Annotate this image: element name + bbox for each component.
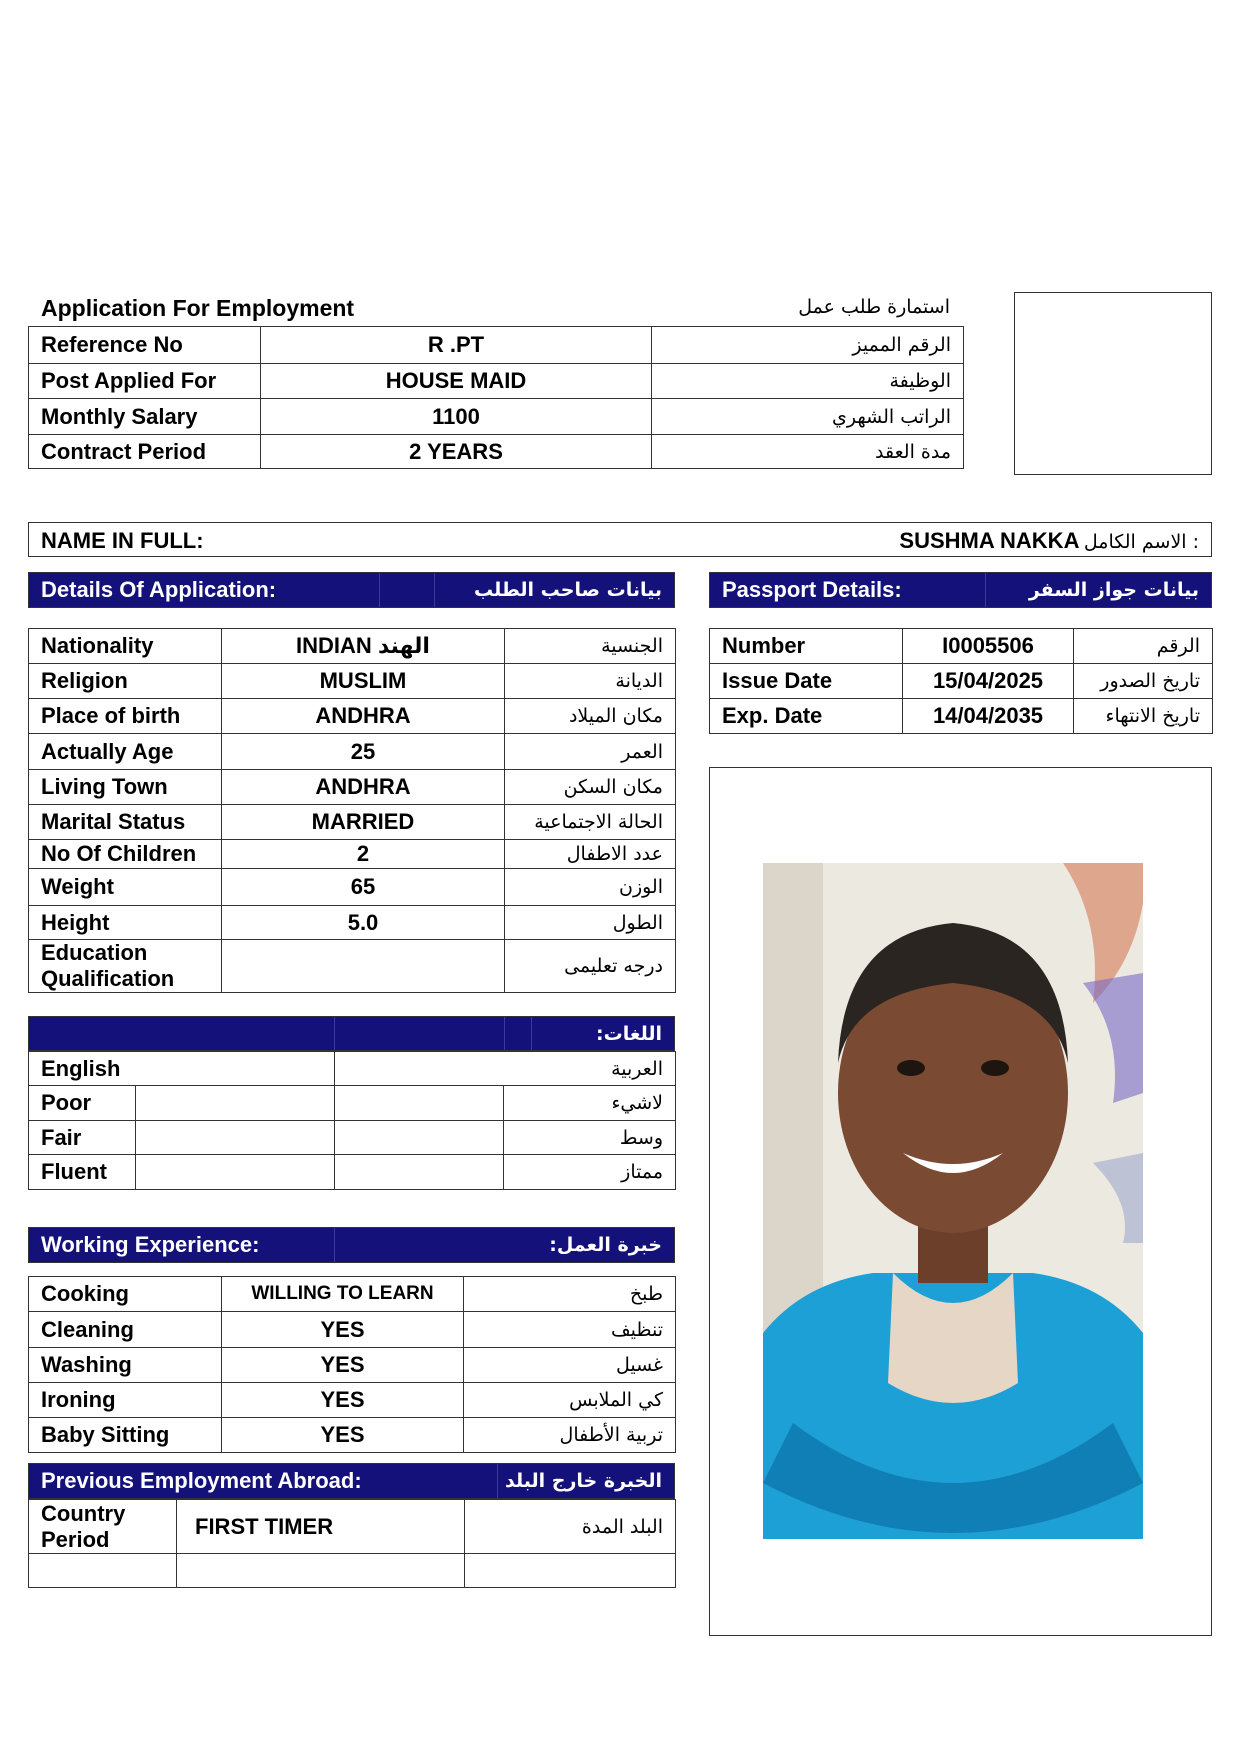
- arabic-label: العربية: [335, 1052, 676, 1086]
- top-table: [28, 326, 964, 469]
- babysitting-label-arabic: تربية الأطفال: [464, 1418, 676, 1453]
- nationality-label: Nationality: [29, 629, 222, 664]
- table-row: [29, 1383, 676, 1418]
- full-name-value: SUSHMA NAKKA: [899, 528, 1080, 553]
- experience-table: [28, 1276, 676, 1453]
- issue-date-label: Issue Date: [710, 664, 903, 699]
- cleaning-label-arabic: تنظيف: [464, 1312, 676, 1348]
- fluent-label: Fluent: [29, 1155, 136, 1190]
- poor-label: Poor: [29, 1086, 136, 1121]
- table-row: [29, 1500, 676, 1554]
- table-row: [29, 1121, 676, 1155]
- children-label: No Of Children: [29, 840, 222, 869]
- table-row: [29, 840, 676, 869]
- salary-value: 1100: [261, 399, 652, 435]
- babysitting-label: Baby Sitting: [29, 1418, 222, 1453]
- previous-value: FIRST TIMER: [177, 1500, 465, 1554]
- table-row: [29, 1086, 676, 1121]
- washing-value: YES: [222, 1348, 464, 1383]
- table-row: [29, 1155, 676, 1190]
- fluent-arabic-cell: [335, 1155, 504, 1190]
- marital-label: Marital Status: [29, 805, 222, 840]
- table-row: [29, 327, 964, 364]
- passport-table: [709, 628, 1213, 734]
- passport-header: [709, 572, 1212, 608]
- table-row: [29, 1554, 676, 1588]
- religion-label-arabic: الديانة: [505, 664, 676, 699]
- fair-label: Fair: [29, 1121, 136, 1155]
- applicant-photo: [763, 863, 1143, 1539]
- children-label-arabic: عدد الاطفال: [505, 840, 676, 869]
- cleaning-label: Cleaning: [29, 1312, 222, 1348]
- table-row: [29, 940, 676, 993]
- weight-value: 65: [222, 869, 505, 906]
- contract-label-arabic: مدة العقد: [652, 435, 964, 469]
- country-period-label-arabic: البلد المدة: [465, 1500, 676, 1554]
- birthplace-value: ANDHRA: [222, 699, 505, 734]
- contract-label: Contract Period: [29, 435, 261, 469]
- fair-english-cell: [136, 1121, 335, 1155]
- languages-header-arabic: اللغات:: [596, 1022, 662, 1045]
- fair-label-arabic: وسط: [504, 1121, 676, 1155]
- header-divider: [334, 1017, 335, 1050]
- table-row: [29, 1312, 676, 1348]
- cleaning-value: YES: [222, 1312, 464, 1348]
- cooking-label-arabic: طبخ: [464, 1277, 676, 1312]
- ironing-label: Ironing: [29, 1383, 222, 1418]
- header-divider: [504, 1017, 505, 1050]
- religion-value: MUSLIM: [222, 664, 505, 699]
- marital-value: MARRIED: [222, 805, 505, 840]
- ironing-value: YES: [222, 1383, 464, 1418]
- birthplace-label: Place of birth: [29, 699, 222, 734]
- contract-value: 2 YEARS: [261, 435, 652, 469]
- table-row: [29, 734, 676, 770]
- table-row: [710, 664, 1213, 699]
- post-label-arabic: الوظيفة: [652, 364, 964, 399]
- post-label: Post Applied For: [29, 364, 261, 399]
- height-label-arabic: الطول: [505, 906, 676, 940]
- weight-label: Weight: [29, 869, 222, 906]
- table-row: [29, 699, 676, 734]
- religion-label: Religion: [29, 664, 222, 699]
- height-label: Height: [29, 906, 222, 940]
- header-divider: [985, 573, 986, 607]
- cooking-value: WILLING TO LEARN: [222, 1277, 464, 1312]
- experience-header-title: Working Experience:: [41, 1232, 260, 1257]
- passport-header-arabic: بيانات جواز السفر: [1028, 579, 1199, 601]
- poor-arabic-cell: [335, 1086, 504, 1121]
- name-row: [28, 522, 1212, 557]
- name-label-arabic: : الاسم الكامل: [1083, 531, 1199, 553]
- photo-eye: [897, 1060, 925, 1076]
- table-row: [29, 1348, 676, 1383]
- table-row: [29, 364, 964, 399]
- fluent-label-arabic: ممتاز: [504, 1155, 676, 1190]
- table-row: [710, 629, 1213, 664]
- reference-label-arabic: الرقم المميز: [652, 327, 964, 364]
- height-value: 5.0: [222, 906, 505, 940]
- table-row: [29, 399, 964, 435]
- small-photo-box: [1014, 292, 1212, 475]
- reference-value: R .PT: [261, 327, 652, 364]
- details-table: [28, 628, 676, 993]
- details-header-title: Details Of Application:: [41, 577, 277, 602]
- details-header-arabic: بيانات صاحب الطلب: [474, 579, 662, 601]
- age-value: 25: [222, 734, 505, 770]
- table-row: [29, 906, 676, 940]
- photo-eye: [981, 1060, 1009, 1076]
- washing-label-arabic: غسيل: [464, 1348, 676, 1383]
- empty-cell: [465, 1554, 676, 1588]
- education-label-arabic: درجه تعليمى: [505, 940, 676, 993]
- poor-english-cell: [136, 1086, 335, 1121]
- name-label: NAME IN FULL:: [41, 528, 204, 553]
- issue-date-label-arabic: تاريخ الصدور: [1074, 664, 1213, 699]
- nationality-value: INDIAN الهند: [222, 629, 505, 664]
- living-town-label: Living Town: [29, 770, 222, 805]
- living-town-label-arabic: مكان السكن: [505, 770, 676, 805]
- country-period-label: Country Period: [29, 1500, 177, 1554]
- exp-date-label: Exp. Date: [710, 699, 903, 734]
- experience-header: [28, 1227, 675, 1263]
- header-divider: [531, 1017, 532, 1050]
- fluent-english-cell: [136, 1155, 335, 1190]
- form-title: Application For Employment: [41, 295, 355, 321]
- header-divider: [497, 1464, 498, 1498]
- previous-header-arabic: الخبرة خارج البلد: [505, 1470, 662, 1492]
- exp-date-label-arabic: تاريخ الانتهاء: [1074, 699, 1213, 734]
- weight-label-arabic: الوزن: [505, 869, 676, 906]
- table-row: [29, 770, 676, 805]
- table-row: [29, 869, 676, 906]
- salary-label: Monthly Salary: [29, 399, 261, 435]
- salary-label-arabic: الراتب الشهري: [652, 399, 964, 435]
- name-value-group: [899, 528, 1199, 554]
- languages-header: [28, 1016, 675, 1051]
- table-row: [29, 1277, 676, 1312]
- post-value: HOUSE MAID: [261, 364, 652, 399]
- poor-label-arabic: لاشيء: [504, 1086, 676, 1121]
- table-row: [29, 1052, 676, 1086]
- birthplace-label-arabic: مكان الميلاد: [505, 699, 676, 734]
- marital-label-arabic: الحالة الاجتماعية: [505, 805, 676, 840]
- details-header: [28, 572, 675, 608]
- passport-number-value: I0005506: [903, 629, 1074, 664]
- cooking-label: Cooking: [29, 1277, 222, 1312]
- nationality-label-arabic: الجنسية: [505, 629, 676, 664]
- exp-date-value: 14/04/2035: [903, 699, 1074, 734]
- children-value: 2: [222, 840, 505, 869]
- previous-header-title: Previous Employment Abroad:: [41, 1468, 362, 1493]
- education-label: Education Qualification: [29, 940, 222, 993]
- previous-table: [28, 1499, 676, 1588]
- fair-arabic-cell: [335, 1121, 504, 1155]
- experience-header-arabic: خبرة العمل:: [549, 1234, 662, 1256]
- table-row: [29, 1418, 676, 1453]
- passport-header-title: Passport Details:: [722, 577, 902, 602]
- reference-label: Reference No: [29, 327, 261, 364]
- babysitting-value: YES: [222, 1418, 464, 1453]
- empty-cell: [29, 1554, 177, 1588]
- form-title-arabic: استمارة طلب عمل: [798, 296, 950, 318]
- washing-label: Washing: [29, 1348, 222, 1383]
- header-divider: [334, 1228, 335, 1262]
- table-row: [710, 699, 1213, 734]
- empty-cell: [177, 1554, 465, 1588]
- passport-number-label: Number: [710, 629, 903, 664]
- issue-date-value: 15/04/2025: [903, 664, 1074, 699]
- table-row: [29, 435, 964, 469]
- table-row: [29, 805, 676, 840]
- languages-table: [28, 1051, 676, 1190]
- english-label: English: [29, 1052, 335, 1086]
- age-label: Actually Age: [29, 734, 222, 770]
- ironing-label-arabic: كي الملابس: [464, 1383, 676, 1418]
- previous-header: [28, 1463, 675, 1499]
- header-divider: [434, 573, 435, 607]
- age-label-arabic: العمر: [505, 734, 676, 770]
- table-row: [29, 664, 676, 699]
- education-value: [222, 940, 505, 993]
- header-divider: [379, 573, 380, 607]
- living-town-value: ANDHRA: [222, 770, 505, 805]
- passport-number-label-arabic: الرقم: [1074, 629, 1213, 664]
- table-row: [29, 629, 676, 664]
